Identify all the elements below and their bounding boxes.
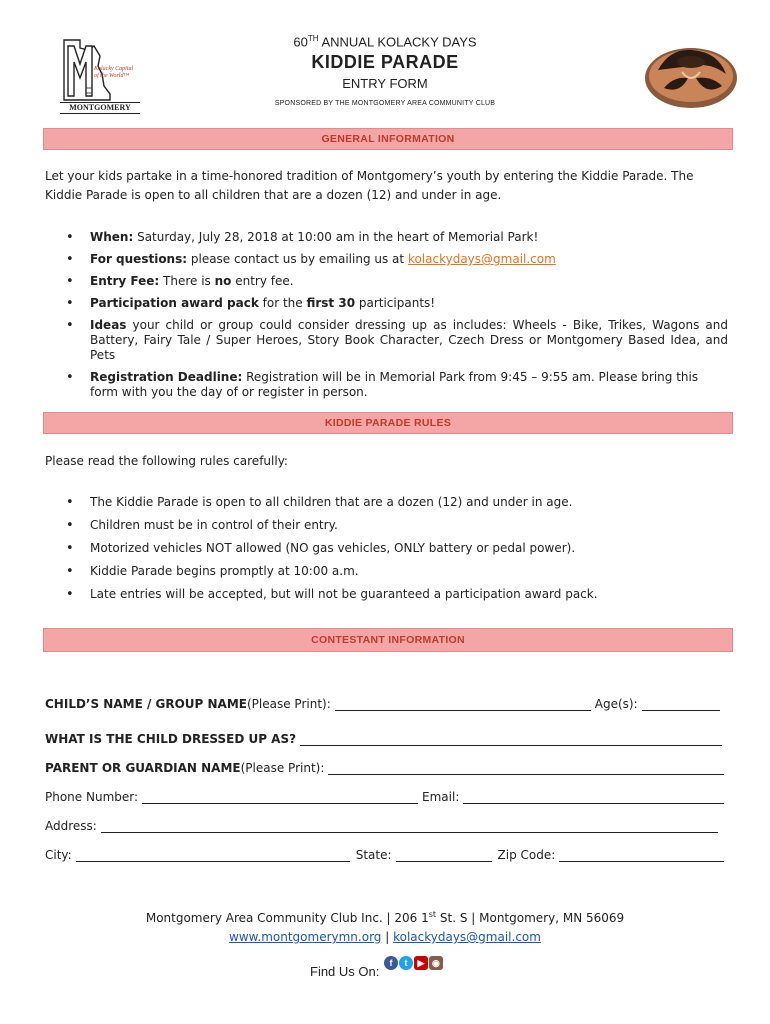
general-intro: Let your kids partake in a time-honored tradition of Montgomery’s youth by entering the Kiddie Parade. The Kiddie Parade is open to all children that are a dozen (12) and under in age. <box>45 169 694 202</box>
address-row: Address: <box>45 819 730 833</box>
twitter-icon[interactable]: t <box>399 956 413 970</box>
section-general-information: GENERAL INFORMATION <box>43 128 733 150</box>
general-info-list <box>66 230 728 400</box>
footer-links: www.montgomerymn.org | kolackydays@gmail.com <box>229 930 541 944</box>
list-item: • Motorized vehicles NOT allowed (NO gas vehicles, ONLY battery or pedal power). <box>66 541 728 556</box>
child-name-field[interactable] <box>335 698 591 711</box>
section-rules: KIDDIE PARADE RULES <box>43 412 733 434</box>
list-item: • The Kiddie Parade is open to all children that are a dozen (12) and under in age. <box>66 495 728 510</box>
costume-field[interactable] <box>300 733 722 746</box>
child-name-row: CHILD’S NAME / GROUP NAME (Please Print): Age(s): <box>45 697 730 711</box>
parent-name-field[interactable] <box>328 762 724 775</box>
facebook-icon[interactable]: f <box>384 956 398 970</box>
sponsor-line: SPONSORED BY THE MONTGOMERY AREA COMMUNITY CLUB <box>274 100 496 107</box>
city-field[interactable] <box>76 849 350 862</box>
phone-email-row: Phone Number: Email: <box>45 790 730 804</box>
state-field[interactable] <box>396 849 492 862</box>
youtube-icon[interactable]: ▶ <box>414 956 428 970</box>
rules-intro: Please read the following rules carefully: <box>45 454 288 468</box>
list-item: • For questions: please contact us by emailing us at kolackydays@gmail.com <box>66 252 728 267</box>
page-title: KIDDIE PARADE <box>311 52 459 72</box>
list-item: • Children must be in control of their entry. <box>66 518 728 533</box>
logo-tagline-2: of the World™ <box>94 73 130 79</box>
footer-email-link[interactable]: kolackydays@gmail.com <box>393 930 541 944</box>
event-edition: 60TH ANNUAL KOLACKY DAYS <box>293 34 477 50</box>
section-contestant-information: CONTESTANT INFORMATION <box>43 628 733 652</box>
city-state-zip-row: City: State: Zip Code: <box>45 848 730 862</box>
age-field[interactable] <box>642 698 720 711</box>
phone-field[interactable] <box>142 791 418 804</box>
find-us-on: Find Us On: f t ▶ ◉ <box>310 954 443 979</box>
costume-row: WHAT IS THE CHILD DRESSED UP AS? <box>45 732 730 746</box>
logo-town: MONTGOMERY <box>60 102 140 114</box>
address-field[interactable] <box>101 820 718 833</box>
list-item: • When: Saturday, July 28, 2018 at 10:00 am in the heart of Memorial Park! <box>66 230 728 245</box>
zip-field[interactable] <box>559 849 724 862</box>
website-link[interactable]: www.montgomerymn.org <box>229 930 382 944</box>
list-item: • Ideas your child or group could consider dressing up as includes: Wheels - Bike, Trikes, Wagons and Battery, Fairy Tale / Super Heroes, Story Book Character, Czech Dress or Montgomery Based Idea, and Pets <box>66 318 728 363</box>
email-link[interactable]: kolackydays@gmail.com <box>407 252 556 266</box>
list-item: • Registration Deadline: Registration will be in Memorial Park from 9:45 – 9:55 am. Please bring this form with you the day of or register in person. <box>66 370 728 400</box>
email-field[interactable] <box>463 791 724 804</box>
footer-address: Montgomery Area Community Club Inc. | 206 1st St. S | Montgomery, MN 56069 <box>145 910 625 925</box>
instagram-icon[interactable]: ◉ <box>429 956 443 970</box>
page-subtitle: ENTRY FORM <box>342 76 428 91</box>
list-item: • Participation award pack for the first 30 participants! <box>66 296 728 311</box>
parent-row: PARENT OR GUARDIAN NAME (Please Print): <box>45 761 730 775</box>
logo-tagline-1: Kolacky Capital <box>94 66 134 72</box>
list-item: • Kiddie Parade begins promptly at 10:00 a.m. <box>66 564 728 579</box>
list-item: • Entry Fee: There is no entry fee. <box>66 274 728 289</box>
rules-list <box>66 495 728 602</box>
list-item: • Late entries will be accepted, but will not be guaranteed a participation award pack. <box>66 587 728 602</box>
